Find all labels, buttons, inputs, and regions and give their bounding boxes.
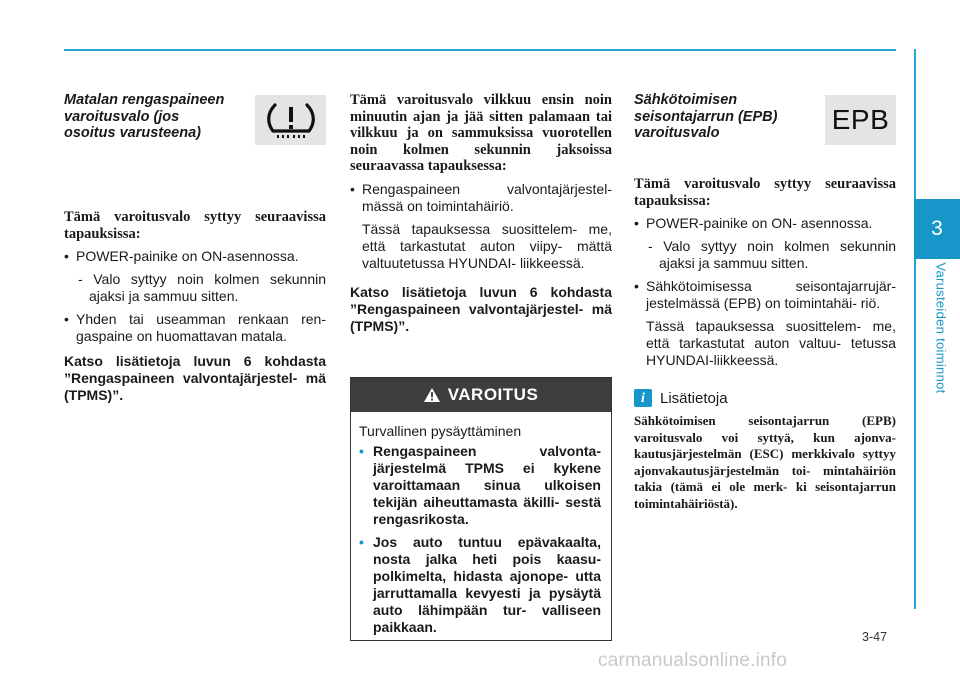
epb-header [634,92,896,184]
warning-item: • Jos auto tuntuu epävakaalta, nosta jalka heti pois kaasu- polkimelta, hidasta ajonope- utta jarruttamalla kevyesti ja pysäytä auto lähimpään tur- valliseen paikkaan. [359,534,601,636]
tpms-bullet-malfunction: • Rengaspaineen valvontajärjestel- mässä on toimintahäiriö. [350,181,612,215]
tpms-blink-intro: Tämä varoitusvalo vilkkuu ensin noin minuutin ajan ja jää sitten palamaan tai vilkkuu ja on sammuksissa vuorotellen noin kolmen sekunnin jaksoissa seuraavassa tapauksessa: [350,92,612,174]
info-header [634,389,896,407]
tpms-header [64,92,326,184]
tpms-dealer-advice: Tässä tapauksessa suosittelem- me, että tarkastutat auton viipy- mättä valtuutetussa HYUNDAI- liikkeessä. [362,220,612,271]
chapter-number-tab: 3 [914,199,960,259]
epb-bullet-power: • POWER-painike on ON- asennossa. [634,215,896,232]
tpms-bullet-pressure: • Yhden tai useamman renkaan ren- gaspaine on huomattavan matala. [64,311,326,345]
page-number: 3-47 [862,630,888,644]
warning-title: Turvallinen pysäyttäminen [359,423,522,439]
epb-bullet-malfunction: • Sähkötoimisessa seisontajarrujär- jestelmässä (EPB) on toimintahäi- riö. [634,278,896,312]
epb-subnote: - Valo syttyy noin kolmen sekunnin ajaksi ja sammuu sitten. [648,238,896,271]
epb-dealer-advice: Tässä tapauksessa suosittelem- me, että tarkastutat auton valtuu- tetussa HYUNDAI-liikkeessä. [646,318,896,368]
tpms-subnote: - Valo syttyy noin kolmen sekunnin ajaksi ja sammuu sitten. [78,271,326,304]
tpms-reference-note-2: Katso lisätietoja luvun 6 kohdasta ”Rengaspaineen valvontajärjestel- mä (TPMS)”. [350,283,612,334]
warning-heading: VAROITUS [447,385,539,404]
chapter-title: Varusteiden toiminnot [933,262,949,394]
info-icon: i [634,389,652,407]
watermark: carmanualsonline.info [598,650,788,671]
column-tpms [64,92,326,404]
info-body: Sähkötoimisen seisontajarrun (EPB) varoitusvalo voi syttyä, kun ajonva- kautusjärjestelmän (ESC) merkkivalo syttyy ajonvakautusjärjestelmän toi- mintahäiriön takia (tämä ei ole merk- ki seisontajarrun toimintahäiriöstä). [634,413,896,511]
warning-triangle-icon [424,388,440,402]
warning-header [351,378,611,412]
header-rule [64,49,896,51]
warning-box [350,377,612,641]
column-epb [634,92,896,512]
tpms-reference-note: Katso lisätietoja luvun 6 kohdasta ”Rengaspaineen valvontajärjestel- mä (TPMS)”. [64,353,326,403]
side-rule [914,49,916,609]
tpms-warning-icon [255,95,326,145]
warning-item: • Rengaspaineen valvonta- järjestelmä TPMS ei kykene varoittamaan sinua ulkoisen tekijän aiheuttamasta äkilli- sestä rengasrikosta. [359,443,601,528]
tpms-section-title: Matalan rengaspaineen varoitusvalo (jos osoitus varusteena) [64,92,225,141]
tpms-intro: Tämä varoitusvalo syttyy seuraavissa tapauksissa: [64,209,326,242]
info-title: Lisätietoja [660,389,728,407]
tpms-bullet-power: • POWER-painike on ON-asennossa. [64,248,326,265]
epb-icon-label: EPB [831,104,890,135]
epb-warning-icon [825,95,896,145]
epb-section-title: Sähkötoimisen seisontajarrun (EPB) varoitusvalo [634,92,778,141]
epb-intro: Tämä varoitusvalo syttyy seuraavissa tapauksissa: [634,176,896,209]
column-tpms-continued [350,92,612,335]
